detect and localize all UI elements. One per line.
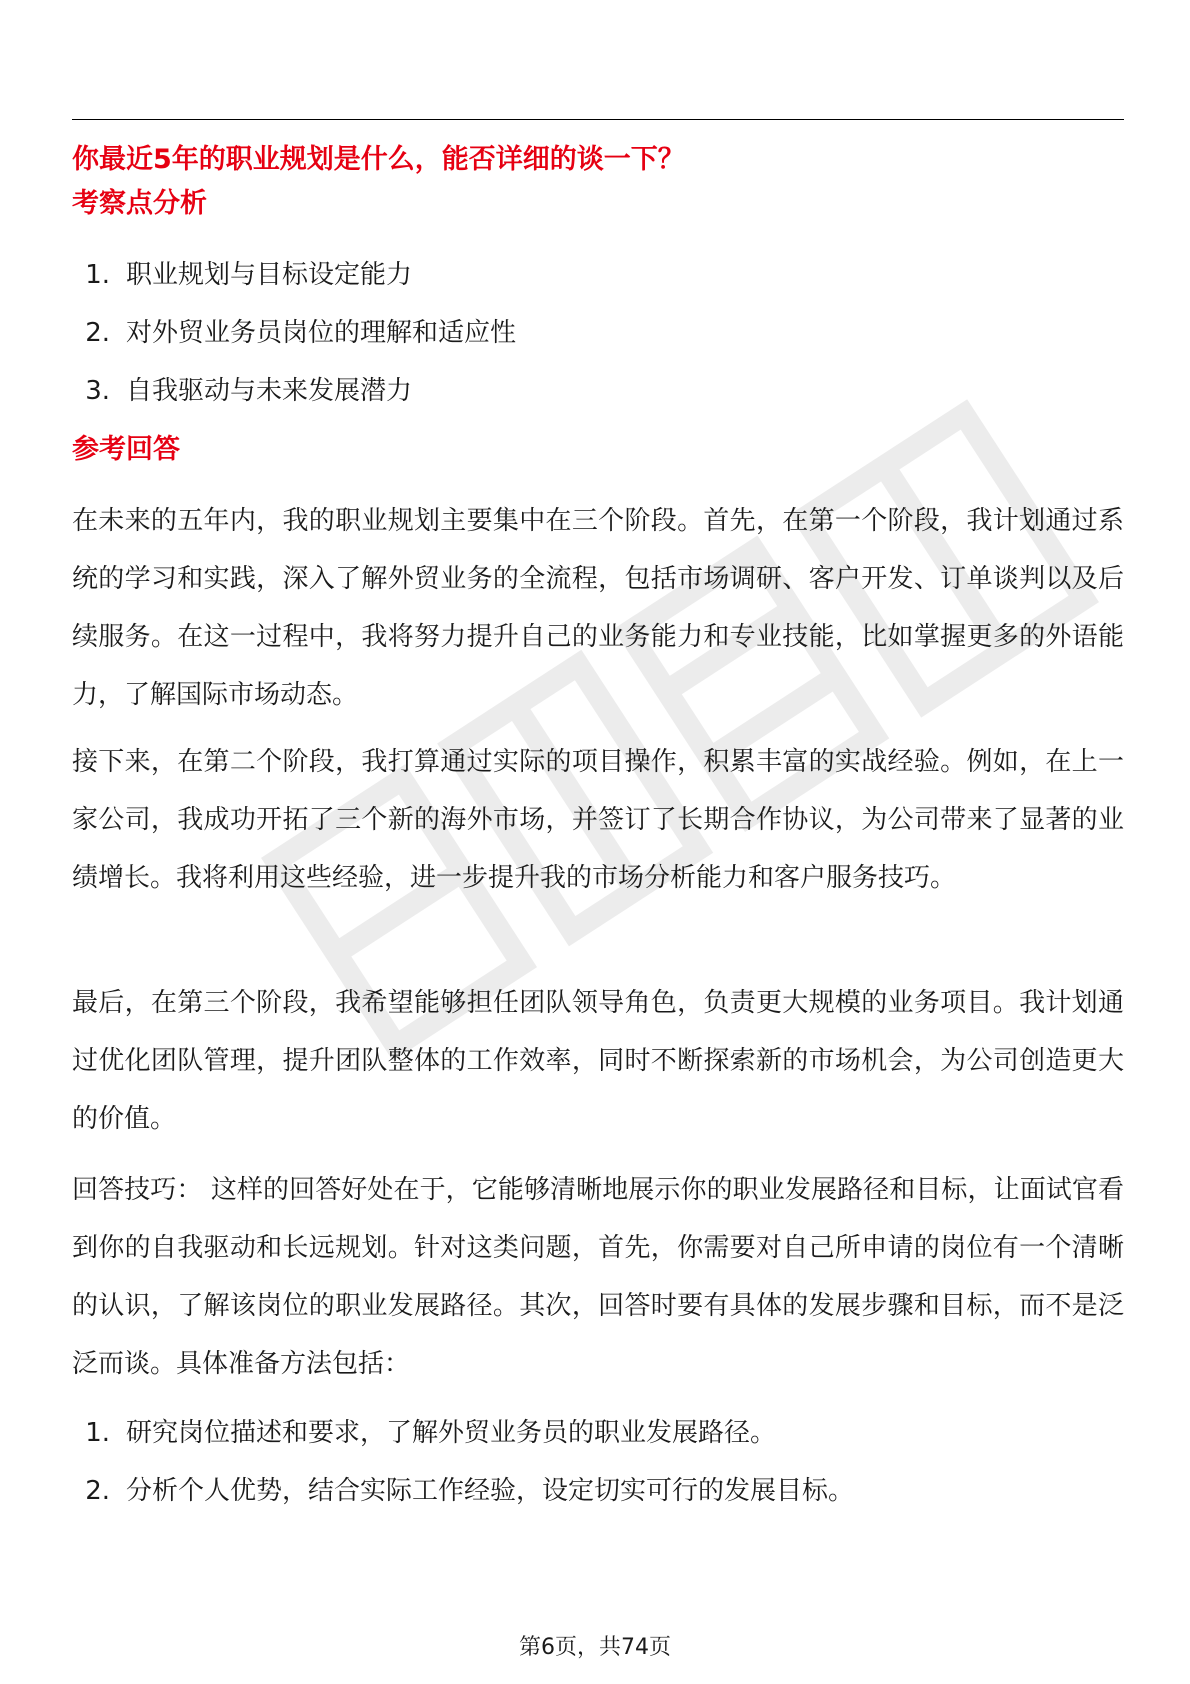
list-item xyxy=(72,304,516,362)
question-heading: 你最近5年的职业规划是什么，能否详细的谈一下？ xyxy=(72,144,685,175)
list-item-text: 研究岗位描述和要求，了解外贸业务员的职业发展路径。 xyxy=(126,1418,777,1448)
analysis-section-title: 考察点分析 xyxy=(72,188,207,219)
list-item xyxy=(72,246,516,304)
list-item xyxy=(72,1462,854,1520)
list-item-text: 分析个人优势，结合实际工作经验，设定切实可行的发展目标。 xyxy=(126,1476,855,1506)
answer-paragraph: 在未来的五年内，我的职业规划主要集中在三个阶段。首先，在第一个阶段，我计划通过系统的学习和实践，深入了解外贸业务的全流程，包括市场调研、客户开发、订单谈判以及后续服务。在这一过程中，我将努力提升自己的业务能力和专业技能，比如掌握更多的外语能力，了解国际市场动态。 xyxy=(72,506,1124,710)
list-item-number: 1. xyxy=(85,260,110,290)
analysis-list xyxy=(72,246,516,420)
list-item-number: 2. xyxy=(85,318,110,348)
document-page xyxy=(72,0,1124,1684)
list-item xyxy=(72,362,516,420)
answer-section-title: 参考回答 xyxy=(72,434,180,465)
header-divider xyxy=(72,119,1124,120)
list-item-text: 自我驱动与未来发展潜力 xyxy=(126,376,413,406)
list-item-text: 职业规划与目标设定能力 xyxy=(126,260,413,290)
list-item-number: 2. xyxy=(85,1476,110,1506)
list-item xyxy=(72,1404,854,1462)
page-number-footer: 第6页，共74页 xyxy=(519,1635,671,1660)
list-item-text: 对外贸业务员岗位的理解和适应性 xyxy=(126,318,517,348)
tips-list xyxy=(72,1404,854,1520)
answer-tips-paragraph: 回答技巧： 这样的回答好处在于，它能够清晰地展示你的职业发展路径和目标，让面试官看到你的自我驱动和长远规划。针对这类问题，首先，你需要对自己所申请的岗位有一个清晰的认识，了解该岗位的职业发展路径。其次，回答时要有具体的发展步骤和目标，而不是泛泛而谈。具体准备方法包括： xyxy=(72,1175,1124,1379)
list-item-number: 1. xyxy=(85,1418,110,1448)
list-item-number: 3. xyxy=(85,376,110,406)
answer-paragraph: 最后，在第三个阶段，我希望能够担任团队领导角色，负责更大规模的业务项目。我计划通过优化团队管理，提升团队整体的工作效率，同时不断探索新的市场机会，为公司创造更大的价值。 xyxy=(72,988,1124,1134)
answer-paragraph: 接下来，在第二个阶段，我打算通过实际的项目操作，积累丰富的实战经验。例如，在上一家公司，我成功开拓了三个新的海外市场，并签订了长期合作协议，为公司带来了显著的业绩增长。我将利用这些经验，进一步提升我的市场分析能力和客户服务技巧。 xyxy=(72,747,1124,893)
